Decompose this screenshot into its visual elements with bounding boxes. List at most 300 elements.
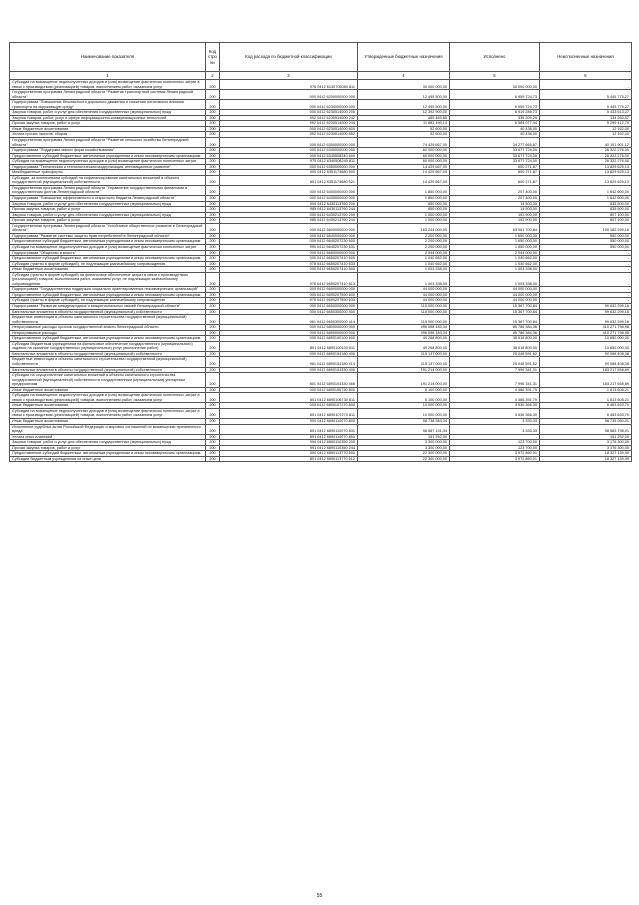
row-budget-code: 000 0412 6890000000 000	[220, 330, 358, 336]
row-line-code: 200	[206, 218, 220, 224]
row-line-code: 200	[206, 148, 220, 154]
row-approved-amount: 850 000,00	[358, 207, 450, 213]
row-line-code: 200	[206, 196, 220, 202]
row-description: Непрограммные расходы	[10, 330, 206, 336]
row-executed-amount: 15 367 700,84	[450, 315, 540, 325]
row-executed-amount: 7 996 341,31	[450, 373, 540, 388]
row-executed-amount: 1 003 338,00	[450, 272, 540, 287]
row-approved-amount: 2 200 000,00	[358, 244, 450, 250]
row-description: Предоставление субсидий бюджетным, автономным учреждениям и иным некоммерческим организациям	[10, 336, 206, 342]
row-unexecuted-amount: 183 217 658,69	[540, 367, 632, 373]
row-description: Закупка товаров, работ, услуг в сфере информационно-коммуникационных технологий	[10, 115, 206, 121]
row-line-code: 200	[206, 138, 220, 148]
row-budget-code: 992 0412 6230514000 244	[220, 121, 358, 127]
page-number: 55	[316, 893, 323, 899]
row-executed-amount: 15 367 700,84	[450, 309, 540, 315]
row-unexecuted-amount: -	[540, 256, 632, 262]
row-executed-amount: 14 500,00	[450, 201, 540, 207]
row-executed-amount: 4 486 391,79	[450, 393, 540, 403]
row-executed-amount: 6 959 724,73	[450, 90, 540, 100]
row-unexecuted-amount: 6 463 633,70	[540, 408, 632, 418]
row-budget-code: 000 0412 6200000000 000	[220, 90, 358, 100]
table-header-row	[10, 43, 632, 72]
column-number: 4	[358, 72, 450, 80]
row-line-code: 200	[206, 159, 220, 165]
row-unexecuted-amount: 807 100,00	[540, 212, 632, 218]
row-budget-code: 000 0412 6890104330 400	[220, 367, 358, 373]
row-approved-amount: 115 137 000,00	[358, 351, 450, 357]
column-header: Исполнено	[450, 43, 540, 72]
row-description: Государственная программа Ленинградской области "Развитие транспортной системы Ленинградской области"	[10, 90, 206, 100]
row-unexecuted-amount: -	[540, 292, 632, 298]
row-budget-code: 000 0412 6640000000 000	[220, 233, 358, 239]
row-approved-amount: 163 244 000,00	[358, 223, 450, 233]
row-line-code: 200	[206, 373, 220, 388]
row-unexecuted-amount: 835 500,00	[540, 207, 632, 213]
row-budget-code: 000 0412 6890106730 800	[220, 387, 358, 393]
row-unexecuted-amount: 5 445 775,27	[540, 90, 632, 100]
row-unexecuted-amount: 18 327 139,99	[540, 456, 632, 462]
row-approved-amount: 12 495 500,00	[358, 100, 450, 110]
row-line-code: 200	[206, 303, 220, 309]
row-approved-amount: 60 000 000,00	[358, 159, 450, 165]
row-unexecuted-amount: 5 299 412,70	[540, 121, 632, 127]
row-executed-amount: 123 700,00	[450, 445, 540, 451]
row-approved-amount: 2 044 000,00	[358, 250, 450, 256]
row-executed-amount: 44 000 000,00	[450, 298, 540, 304]
row-description: Прочая закупка товаров, работ и услуг	[10, 218, 206, 224]
row-line-code: 200	[206, 207, 220, 213]
row-line-code: 200	[206, 357, 220, 367]
row-description: Подпрограмма "Развитие системы защиты прав потребителей в Ленинградской области"	[10, 233, 206, 239]
row-unexecuted-amount: -	[540, 261, 632, 267]
row-unexecuted-amount: 3 176 300,00	[540, 445, 632, 451]
row-description: Государственная программа Ленинградской области "Устойчивое общественное развитие в Ленинградской области"	[10, 223, 206, 233]
table-row	[10, 80, 632, 90]
row-unexecuted-amount: 13 829 625,13	[540, 164, 632, 170]
row-approved-amount: 850 000,00	[358, 201, 450, 207]
row-executed-amount: 34 277 665,87	[450, 138, 540, 148]
column-number: 5	[450, 72, 540, 80]
table-row	[10, 223, 632, 233]
row-budget-code: 000 0412 6890110350 200	[220, 440, 358, 446]
table-row	[10, 408, 632, 418]
row-unexecuted-amount: 410 271 798,98	[540, 330, 632, 336]
table-row	[10, 341, 632, 351]
row-line-code: 200	[206, 451, 220, 457]
row-executed-amount: 14 500,00	[450, 207, 540, 213]
row-executed-amount: 192 900,00	[450, 212, 540, 218]
row-executed-amount: 600 271,87	[450, 175, 540, 185]
row-approved-amount: 14 429 667,00	[358, 170, 450, 176]
row-budget-code: 991 0412 6890110350 244	[220, 445, 358, 451]
row-executed-amount: 2 044 000,00	[450, 250, 540, 256]
row-executed-amount: 6 919 286,73	[450, 110, 540, 116]
row-line-code: 200	[206, 126, 220, 132]
row-budget-code: 000 0412 6890113770 600	[220, 451, 358, 457]
row-budget-code: 000 0412 6690207590 600	[220, 292, 358, 298]
row-approved-amount: 44 000 000,00	[358, 287, 450, 293]
row-line-code: 200	[206, 419, 220, 425]
row-approved-amount: 1 003 338,00	[358, 272, 450, 287]
row-executed-amount: 33 677 724,00	[450, 159, 540, 165]
row-unexecuted-amount: 18 327 139,99	[540, 451, 632, 457]
row-executed-amount: 6 584 077,44	[450, 121, 540, 127]
row-line-code: 200	[206, 336, 220, 342]
row-description: Субсидии бюджетным учреждениям на финансовое обеспечение государственного (муниципального) задания на оказание государственных (муниципальных) услуг (выполнение работ)	[10, 341, 206, 351]
row-line-code: 200	[206, 298, 220, 304]
row-description: Иные бюджетные ассигнования	[10, 419, 206, 425]
row-line-code: 200	[206, 445, 220, 451]
column-header: Неисполненные назначения	[540, 43, 632, 72]
row-description: Предоставление субсидий бюджетным, автономным учреждениям и иным некоммерческим организациям	[10, 239, 206, 245]
row-unexecuted-amount: 90 088 408,38	[540, 351, 632, 357]
row-description: Субсидии (гранты в форме субсидий), не подлежащие казначейскому сопровождению	[10, 261, 206, 267]
row-executed-amount: 15 367 700,84	[450, 303, 540, 309]
row-line-code: 200	[206, 272, 220, 287]
row-executed-amount: 123 700,00	[450, 440, 540, 446]
report-sheet	[9, 42, 631, 462]
row-unexecuted-amount: 10 650 000,00	[540, 336, 632, 342]
row-unexecuted-amount: 40 151 901,12	[540, 138, 632, 148]
row-budget-code: 000 0412 6340508240 600	[220, 153, 358, 159]
row-description: Подпрограмма "Поддержка малых форм хозяйствования"	[10, 148, 206, 154]
table-row	[10, 424, 632, 434]
row-approved-amount: 22 300 000,00	[358, 456, 450, 462]
row-line-code: 200	[206, 153, 220, 159]
row-description: Непрограммные расходы органов государственной власти Ленинградской области	[10, 325, 206, 331]
row-executed-amount: 207 400,00	[450, 196, 540, 202]
row-line-code: 200	[206, 309, 220, 315]
row-unexecuted-amount: 1 613 608,21	[540, 393, 632, 403]
row-unexecuted-amount: -	[540, 267, 632, 273]
row-approved-amount: 191 214 000,00	[358, 367, 450, 373]
row-executed-amount: 600 271,87	[450, 164, 540, 170]
row-budget-code: 000 0412 6650300000 400	[220, 309, 358, 315]
row-executed-amount: 85 786 384,36	[450, 330, 540, 336]
row-line-code: 200	[206, 250, 220, 256]
row-approved-amount: 11 883 490,14	[358, 121, 450, 127]
row-approved-amount: 98 587 131,34	[358, 424, 450, 434]
table-row	[10, 373, 632, 388]
row-approved-amount: 98 738 383,34	[358, 419, 450, 425]
table-row	[10, 138, 632, 148]
table-row	[10, 357, 632, 367]
row-line-code: 200	[206, 261, 220, 267]
column-header: Утвержденные бюджетные назначения	[358, 43, 450, 72]
row-approved-amount: 191 214 000,00	[358, 373, 450, 388]
row-budget-code: 000 0412 6890110070 800	[220, 419, 358, 425]
row-approved-amount: 10 000 000,00	[358, 408, 450, 418]
row-line-code: 200	[206, 325, 220, 331]
column-header: Наименование показателя	[10, 43, 206, 72]
row-executed-amount: 40 438,00	[450, 132, 540, 138]
row-budget-code: 801 0412 6890110070 853	[220, 434, 358, 440]
row-description: Подпрограмма "Общество и власть"	[10, 250, 206, 256]
row-executed-amount: 38 618 800,00	[450, 341, 540, 351]
table-row	[10, 393, 632, 403]
row-approved-amount: 60 000 000,00	[358, 148, 450, 154]
row-approved-amount: 1 040 662,00	[358, 261, 450, 267]
row-executed-amount: 3 333,33	[450, 424, 540, 434]
row-executed-amount: 1 040 662,00	[450, 256, 540, 262]
row-budget-code: 975 0412 6340508240 811	[220, 159, 358, 165]
row-description: Иные бюджетные ассигнования	[10, 267, 206, 273]
row-unexecuted-amount: 26 322 276,00	[540, 159, 632, 165]
row-unexecuted-amount: 5 445 775,27	[540, 100, 632, 110]
row-unexecuted-amount: 410 271 798,98	[540, 325, 632, 331]
row-description: Исполнение судебных актов Российской Федерации и мировых соглашений по возмещению причиненного вреда	[10, 424, 206, 434]
row-description: Субсидии (гранты в форме субсидий) на финансовое обеспечение затрат в связи с производством (реализацией) товаров, выполнением работ, оказанием услуг, не подлежащие казначейскому сопровождению	[10, 272, 206, 287]
row-approved-amount: 52 600,00	[358, 132, 450, 138]
row-description: Иные бюджетные ассигнования	[10, 387, 206, 393]
row-budget-code: 000 0412 6230514000 200	[220, 110, 358, 116]
row-unexecuted-amount: 99 632 299,16	[540, 315, 632, 325]
row-budget-code: 000 0412 6650000000 000	[220, 250, 358, 256]
row-budget-code: 000 0412 6340000000 000	[220, 148, 358, 154]
row-approved-amount: 1 850 000,00	[358, 185, 450, 195]
row-description: Подпрограмма "Развитие международных и межрегиональных связей Ленинградской области"	[10, 303, 206, 309]
row-description: Бюджетные инвестиции в объекты капитального строительства государственной (муниципальной) собственности	[10, 357, 206, 367]
row-budget-code: 801 0412 6351174680 521	[220, 175, 358, 185]
row-executed-amount: 1 650 000,00	[450, 244, 540, 250]
row-executed-amount: 33 677 724,00	[450, 148, 540, 154]
row-executed-amount: 25 048 591,62	[450, 351, 540, 357]
row-unexecuted-amount: 1 613 608,21	[540, 387, 632, 393]
row-executed-amount: 3 536 366,30	[450, 408, 540, 418]
row-approved-amount: 6 100 000,00	[358, 387, 450, 393]
table-row	[10, 100, 632, 110]
row-approved-amount: 496 058 183,34	[358, 325, 450, 331]
row-approved-amount: 496 058 183,34	[358, 330, 450, 336]
row-line-code: 200	[206, 239, 220, 245]
row-description: Капитальные вложения в объекты государственной (муниципальной) собственности	[10, 351, 206, 357]
row-executed-amount: 6 959 724,73	[450, 100, 540, 110]
row-description: Уплата прочих налогов, сборов	[10, 132, 206, 138]
row-approved-amount: 74 429 667,00	[358, 138, 450, 148]
row-description: Иные бюджетные ассигнования	[10, 403, 206, 409]
row-executed-amount: 1 650 000,00	[450, 239, 540, 245]
row-approved-amount: 3 300 000,00	[358, 445, 450, 451]
row-description: Межбюджетные трансферты	[10, 170, 206, 176]
row-description: Предоставление субсидий бюджетным, автономным учреждениям и иным некоммерческим организациям	[10, 292, 206, 298]
row-description: Капитальные вложения в объекты государственной (муниципальной) собственности	[10, 367, 206, 373]
row-description: Подпрограмма "Государственная поддержка социально ориентированных некоммерческих организаций"	[10, 287, 206, 293]
row-budget-code: 000 0412 6430113760 200	[220, 201, 358, 207]
row-unexecuted-amount: 134 260,57	[540, 115, 632, 121]
row-description: Предоставление субсидий бюджетным, автономным учреждениям и иным некоммерческим организациям	[10, 256, 206, 262]
row-executed-amount: 3 972 860,01	[450, 456, 540, 462]
column-number: 6	[540, 72, 632, 80]
row-approved-amount: 44 000 000,00	[358, 298, 450, 304]
row-executed-amount: 1 003 338,00	[450, 267, 540, 273]
row-executed-amount: 1 650 000,00	[450, 233, 540, 239]
row-budget-code: 000 0412 6690000000 000	[220, 287, 358, 293]
row-unexecuted-amount: 99 632 299,16	[540, 303, 632, 309]
row-description: Субсидии (гранты в форме субсидий), не подлежащие казначейскому сопровождению	[10, 298, 206, 304]
row-unexecuted-amount: -	[540, 80, 632, 90]
row-line-code: 200	[206, 408, 220, 418]
row-line-code: 200	[206, 267, 220, 273]
row-unexecuted-amount: 183 217 658,69	[540, 373, 632, 388]
row-unexecuted-amount: 6 463 633,70	[540, 403, 632, 409]
row-unexecuted-amount: 1 642 600,00	[540, 196, 632, 202]
row-approved-amount: 1 003 338,00	[358, 267, 450, 273]
row-description: Прочая закупка товаров, работ и услуг	[10, 207, 206, 213]
row-executed-amount: 4 486 391,79	[450, 387, 540, 393]
row-approved-amount: 30 000 000,00	[358, 80, 450, 90]
row-line-code: 200	[206, 440, 220, 446]
column-number: 3	[220, 72, 358, 80]
table-body	[10, 80, 632, 462]
row-description: Субсидии на возмещение недополученных доходов и (или) возмещение фактически понесенных затрат в связи с производством (реализацией) товаров, выполнением работ, оказанием услуг	[10, 80, 206, 90]
row-approved-amount: 2 200 000,00	[358, 233, 450, 239]
row-line-code: 200	[206, 233, 220, 239]
row-budget-code: 976 0412 6130705080 811	[220, 80, 358, 90]
row-budget-code: 801 0412 6890110070 831	[220, 424, 358, 434]
row-budget-code: 000 0412 6600000000 000	[220, 223, 358, 233]
row-line-code: 200	[206, 170, 220, 176]
row-line-code: 200	[206, 341, 220, 351]
row-executed-amount: 3 972 860,01	[450, 451, 540, 457]
table-row	[10, 315, 632, 325]
row-unexecuted-amount: 835 500,00	[540, 201, 632, 207]
row-line-code: 200	[206, 424, 220, 434]
row-budget-code: 801 0412 6890106730 811	[220, 393, 358, 403]
row-approved-amount: 10 000 000,00	[358, 403, 450, 409]
row-line-code: 200	[206, 256, 220, 262]
row-description: Прочая закупка товаров, работ и услуг	[10, 121, 206, 127]
row-unexecuted-amount: 550 000,00	[540, 239, 632, 245]
row-line-code: 200	[206, 80, 220, 90]
row-description: Предоставление субсидий бюджетным, автономным учреждениям и иным некоммерческим организациям	[10, 153, 206, 159]
row-approved-amount: 49 268 800,00	[358, 341, 450, 351]
row-budget-code: 000 0412 6351174680 500	[220, 170, 358, 176]
row-approved-amount: 469 469,85	[358, 115, 450, 121]
row-executed-amount: 25 048 591,62	[450, 357, 540, 367]
row-description: Уплата иных платежей	[10, 434, 206, 440]
row-approved-amount: 12 495 500,00	[358, 90, 450, 100]
row-approved-amount: 14 429 667,00	[358, 175, 450, 185]
row-budget-code: 985 0412 6430113760 244	[220, 207, 358, 213]
table-row	[10, 175, 632, 185]
row-budget-code: 978 0412 6650207410 813	[220, 272, 358, 287]
row-unexecuted-amount: 12 162,00	[540, 126, 632, 132]
row-approved-amount: 12 392 900,00	[358, 110, 450, 116]
row-line-code: 200	[206, 175, 220, 185]
table-row	[10, 272, 632, 287]
row-description: Субсидии на осуществление капитальных вложений в объекты капитального строительства государственной (муниципальной) собственности государственным (муниципальным) унитарным предприятиям	[10, 373, 206, 388]
row-line-code: 200	[206, 132, 220, 138]
column-number: 1	[10, 72, 206, 80]
row-executed-amount: 7 996 341,31	[450, 367, 540, 373]
row-description: Подпрограмма "Повышение эффективности и открытости бюджета Ленинградской области"	[10, 196, 206, 202]
row-unexecuted-amount: -	[540, 272, 632, 287]
row-budget-code: 992 0412 6230514000 242	[220, 115, 358, 121]
row-budget-code: 978 0412 6690207590 633	[220, 298, 358, 304]
column-header: Код расхода по бюджетной классификации	[220, 43, 358, 72]
row-description: Предоставление субсидий бюджетным, автономным учреждениям и иным некоммерческим организациям	[10, 451, 206, 457]
row-executed-amount: -	[450, 434, 540, 440]
row-unexecuted-amount: -	[540, 287, 632, 293]
column-number: 2	[206, 72, 220, 80]
row-line-code: 200	[206, 110, 220, 116]
row-description: Закупка товаров, работ и услуг для обеспечения государственных (муниципальных) нужд	[10, 201, 206, 207]
row-approved-amount: 1 040 662,00	[358, 256, 450, 262]
row-description: Прочая закупка товаров, работ и услуг	[10, 445, 206, 451]
row-budget-code: 992 0412 6230514000 852	[220, 132, 358, 138]
row-unexecuted-amount: 26 322 276,00	[540, 148, 632, 154]
row-approved-amount: 115 000 000,00	[358, 303, 450, 309]
row-budget-code: 000 0412 6800000000 000	[220, 325, 358, 331]
row-description: Подпрограмма "Повышение безопасности дорожного движения и снижение негативного влияния транспорта на окружающую среду"	[10, 100, 206, 110]
row-unexecuted-amount: 100 182 299,16	[540, 223, 632, 233]
row-budget-code: 000 0412 6400000000 000	[220, 185, 358, 195]
row-budget-code: 000 0412 6230514000 800	[220, 126, 358, 132]
row-budget-code: 000 0412 6350000000 000	[220, 164, 358, 170]
row-unexecuted-amount: 98 735 050,01	[540, 419, 632, 425]
row-budget-code: 000 0412 6650207410 800	[220, 267, 358, 273]
row-description: Бюджетные инвестиции в объекты капитального строительства государственной (муниципальной) собственности	[10, 315, 206, 325]
row-budget-code: 000 0412 6430000000 000	[220, 196, 358, 202]
row-approved-amount: 52 600,00	[358, 126, 450, 132]
row-approved-amount: 14 429 667,00	[358, 164, 450, 170]
row-executed-amount: 44 000 000,00	[450, 292, 540, 298]
row-approved-amount: 49 268 800,00	[358, 336, 450, 342]
row-description: Закупка товаров, работ и услуг для обеспечения государственных (муниципальных) нужд	[10, 110, 206, 116]
row-line-code: 200	[206, 185, 220, 195]
row-description: Субсидии бюджетным учреждениям на иные цели	[10, 456, 206, 462]
row-description: Иные бюджетные ассигнования	[10, 126, 206, 132]
row-line-code: 200	[206, 212, 220, 218]
row-line-code: 200	[206, 287, 220, 293]
row-approved-amount: 115 000 000,00	[358, 315, 450, 325]
row-unexecuted-amount: 550 000,00	[540, 244, 632, 250]
row-line-code: 200	[206, 90, 220, 100]
row-budget-code: 985 0412 6430213760 244	[220, 218, 358, 224]
row-unexecuted-amount: 13 829 625,13	[540, 175, 632, 185]
row-unexecuted-amount: 550 000,00	[540, 233, 632, 239]
row-line-code: 200	[206, 100, 220, 110]
row-line-code: 200	[206, 292, 220, 298]
row-line-code: 200	[206, 164, 220, 170]
row-description: Субсидии на возмещение недополученных доходов и (или) возмещение фактически понесенных затрат в связи с производством (реализацией) товаров, выполнением работ, оказанием услуг	[10, 408, 206, 418]
row-description: Закупка товаров, работ и услуг для обеспечения государственных (муниципальных) нужд	[10, 440, 206, 446]
row-unexecuted-amount: 98 583 798,01	[540, 424, 632, 434]
row-executed-amount: 207 400,00	[450, 185, 540, 195]
row-budget-code: 000 0412 6890107270 800	[220, 403, 358, 409]
row-description: Субсидии, за исключением субсидий на софинансирование капитальных вложений в объекты государственной (муниципальной) собственности	[10, 175, 206, 185]
row-executed-amount: 63 061 700,84	[450, 223, 540, 233]
row-description: Закупка товаров, работ и услуг для обеспечения государственных (муниципальных) нужд	[10, 212, 206, 218]
column-number-row	[10, 72, 632, 80]
row-budget-code: 801 0412 6890113770 612	[220, 456, 358, 462]
row-approved-amount: 22 300 000,00	[358, 451, 450, 457]
row-unexecuted-amount: 3 176 300,00	[540, 440, 632, 446]
row-unexecuted-amount: 5 433 613,27	[540, 110, 632, 116]
row-description: Подпрограмма "Техническая и технологическая модернизация, инновационное развитие"	[10, 164, 206, 170]
row-approved-amount: 44 000 000,00	[358, 292, 450, 298]
row-approved-amount: 1 850 000,00	[358, 196, 450, 202]
row-approved-amount: 60 000 000,00	[358, 153, 450, 159]
row-budget-code: 000 0412 6230000000 000	[220, 100, 358, 110]
row-executed-amount: 1 040 662,00	[450, 261, 540, 267]
row-executed-amount: 3 536 366,30	[450, 403, 540, 409]
row-executed-amount: 40 438,00	[450, 126, 540, 132]
row-budget-code: 000 0412 6650207410 600	[220, 256, 358, 262]
row-unexecuted-amount: 151 252,00	[540, 434, 632, 440]
row-unexecuted-amount: 90 088 408,38	[540, 357, 632, 367]
